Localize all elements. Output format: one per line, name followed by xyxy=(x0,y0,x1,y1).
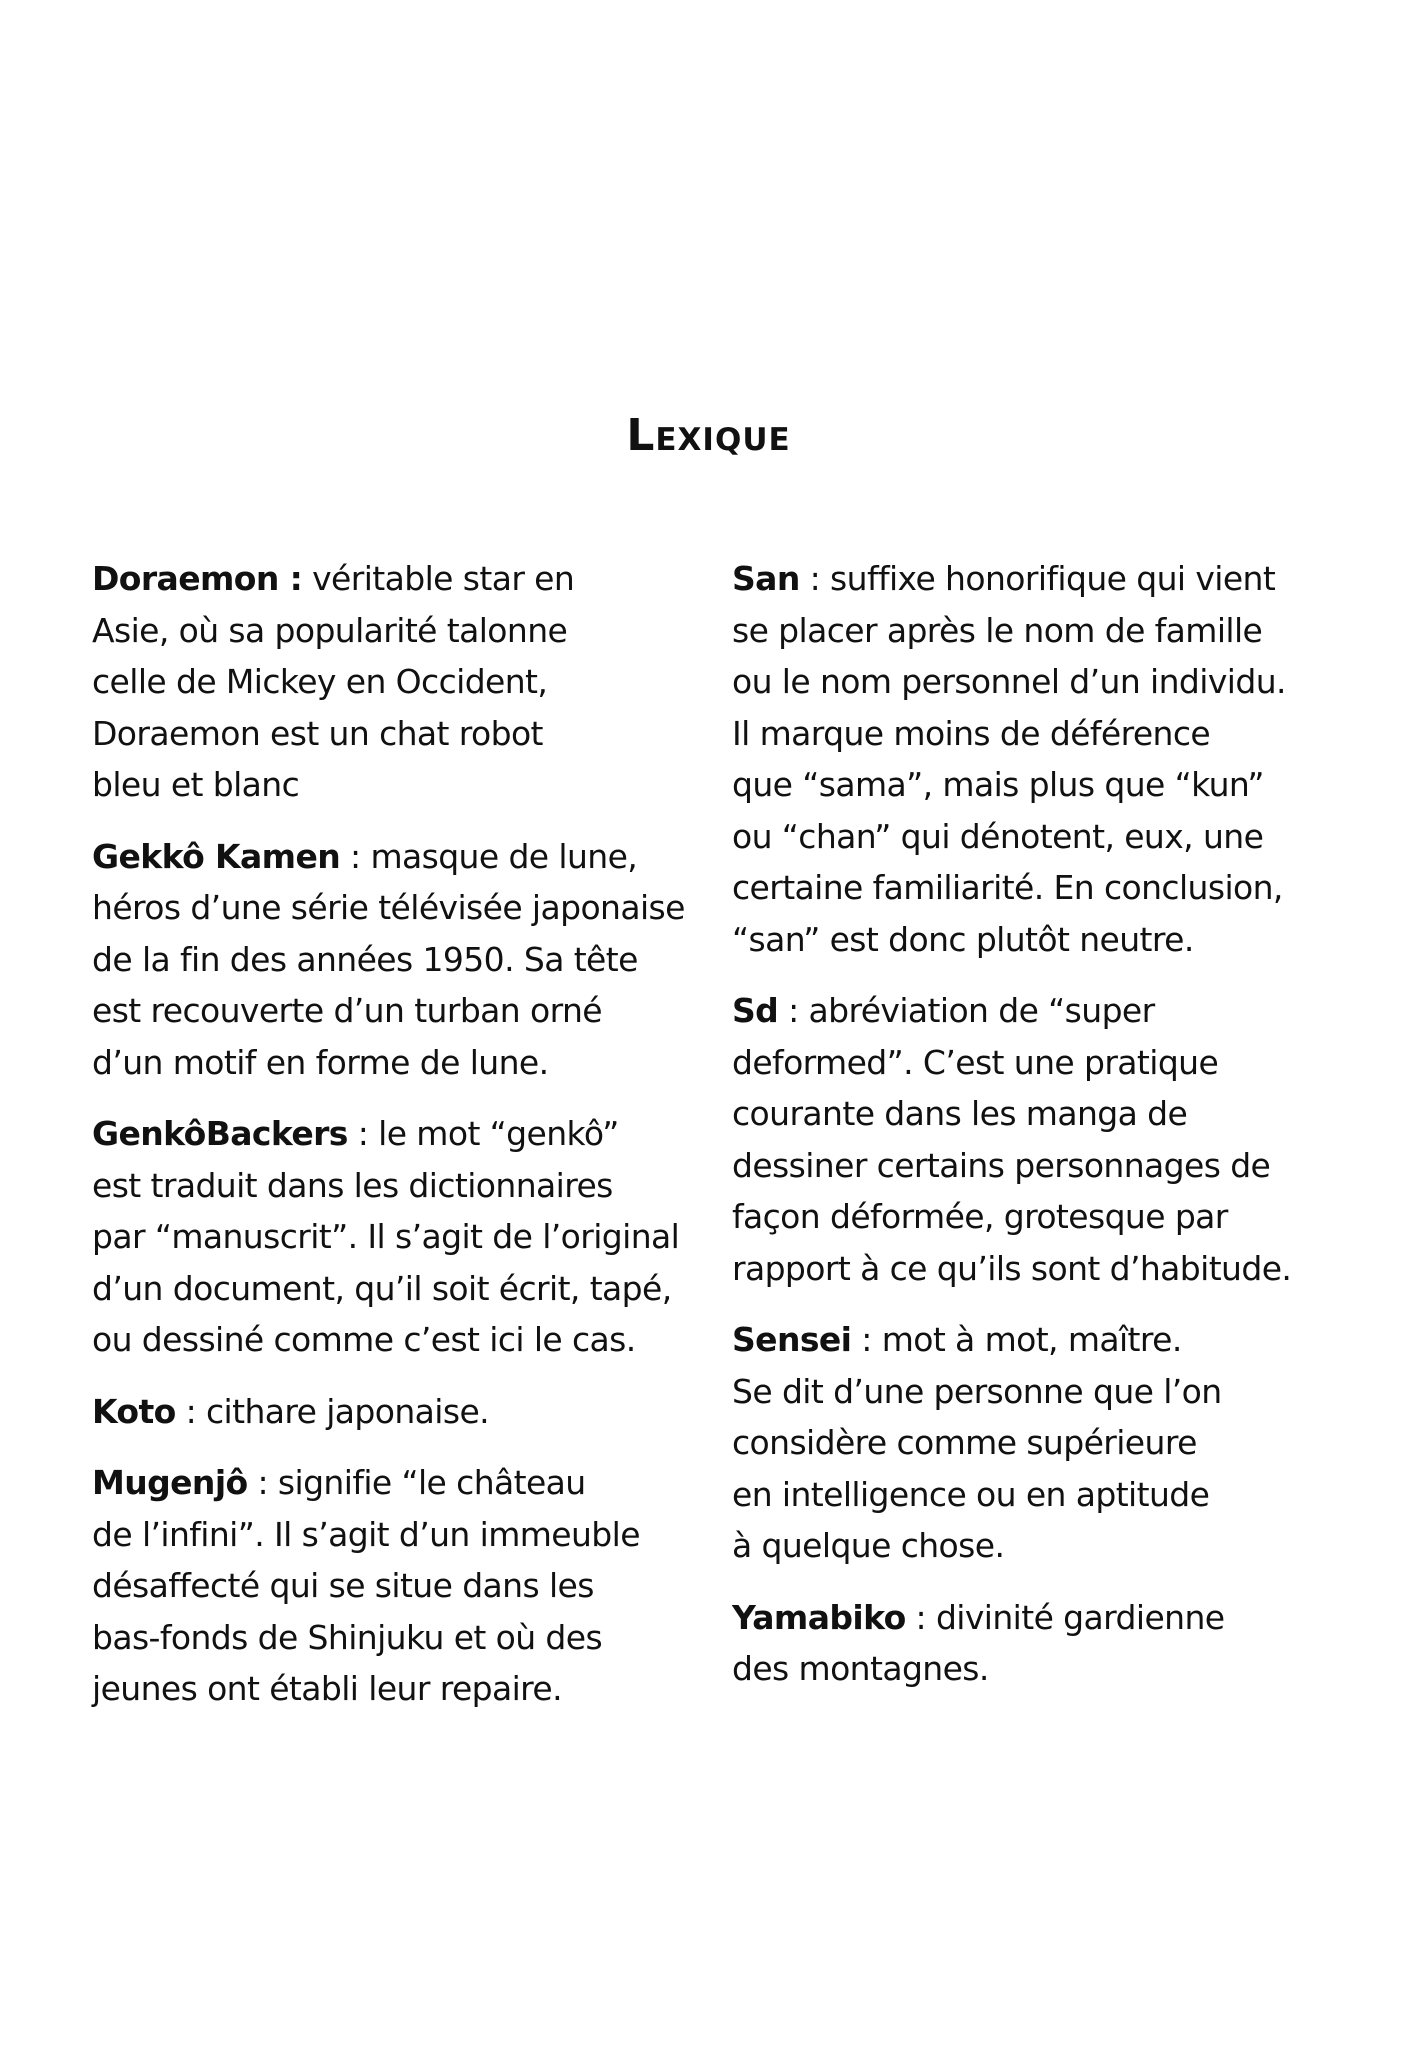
definition-line: dessiner certains personnages de xyxy=(732,1145,1271,1185)
glossary-entry-gekko-kamen xyxy=(92,831,712,1089)
definition-line: désaffecté qui se situe dans les xyxy=(92,1566,594,1605)
glossary-entry-mugenjo xyxy=(92,1457,712,1715)
glossary-term: Sd xyxy=(732,991,779,1030)
definition-line: des montagnes. xyxy=(732,1649,989,1688)
definition-line: façon déformée, grotesque par xyxy=(732,1197,1228,1236)
definition-line: par “manuscrit”. Il s’agit de l’original xyxy=(92,1217,680,1256)
definition-line: certaine familiarité. En conclusion, xyxy=(732,868,1283,907)
definition-line: : cithare japonaise. xyxy=(175,1391,490,1431)
glossary-entry-yamabiko xyxy=(732,1592,1362,1695)
definition-line: à quelque chose. xyxy=(732,1526,1005,1565)
glossary-term: GenkôBackers xyxy=(92,1114,348,1153)
definition-line: : masque de lune, xyxy=(340,836,638,876)
definition-line: d’un document, qu’il soit écrit, tapé, xyxy=(92,1268,672,1308)
glossary-entry-doraemon xyxy=(92,553,712,811)
glossary-entry-koto xyxy=(92,1386,712,1438)
definition-line: deformed”. C’est une pratique xyxy=(732,1042,1219,1082)
definition-line: bleu et blanc xyxy=(92,765,300,804)
glossary-term: Doraemon : xyxy=(92,559,303,598)
definition-line: courante dans les manga de xyxy=(732,1094,1188,1133)
definition-line: celle de Mickey en Occident, xyxy=(92,662,548,701)
definition-line: en intelligence ou en aptitude xyxy=(732,1474,1210,1514)
definition-line: de la fin des années 1950. Sa tête xyxy=(92,939,638,979)
glossary-term: Gekkô Kamen xyxy=(92,836,341,876)
glossary-term: Koto xyxy=(92,1391,176,1431)
definition-line: : le mot “genkô” xyxy=(347,1114,619,1153)
glossary-right-column xyxy=(732,553,1362,1715)
definition-line: : abréviation de “super xyxy=(778,991,1155,1030)
glossary-term: San xyxy=(732,559,800,598)
definition-line: héros d’une série télévisée japonaise xyxy=(92,888,685,927)
glossary-term: Sensei xyxy=(732,1320,852,1359)
definition-line: ou le nom personnel d’un individu. xyxy=(732,662,1286,701)
definition-line: est recouverte d’un turban orné xyxy=(92,991,602,1030)
definition-line: : suffixe honorifique qui vient xyxy=(799,559,1276,598)
definition-line: d’un motif en forme de lune. xyxy=(92,1042,549,1082)
definition-line: Se dit d’une personne que l’on xyxy=(732,1371,1222,1411)
definition-line: bas-fonds de Shinjuku et où des xyxy=(92,1617,603,1657)
definition-line: “san” est donc plutôt neutre. xyxy=(732,919,1194,959)
definition-line: de l’infini”. Il s’agit d’un immeuble xyxy=(92,1514,640,1554)
definition-line: considère comme supérieure xyxy=(732,1423,1197,1462)
definition-line: : signifie “le château xyxy=(247,1463,586,1502)
definition-line: ou “chan” qui dénotent, eux, une xyxy=(732,816,1264,856)
glossary-term: Mugenjô xyxy=(92,1463,248,1502)
definition-line: jeunes ont établi leur repaire. xyxy=(92,1669,563,1708)
glossary-left-column xyxy=(92,553,712,1735)
definition-line: rapport à ce qu’ils sont d’habitude. xyxy=(732,1248,1292,1288)
glossary-entry-genkobackers xyxy=(92,1108,712,1366)
glossary-entry-sd xyxy=(732,985,1362,1294)
definition-line: : mot à mot, maître. xyxy=(851,1320,1182,1359)
definition-line: Il marque moins de déférence xyxy=(732,713,1211,753)
definition-line: ou dessiné comme c’est ici le cas. xyxy=(92,1320,636,1359)
definition-line: véritable star en xyxy=(302,559,575,598)
definition-line: Asie, où sa popularité talonne xyxy=(92,610,568,650)
definition-line: se placer après le nom de famille xyxy=(732,610,1263,650)
page-title: Lexique xyxy=(626,410,791,461)
glossary-term: Yamabiko xyxy=(732,1597,906,1637)
definition-line: : divinité gardienne xyxy=(905,1597,1225,1637)
definition-line: que “sama”, mais plus que “kun” xyxy=(732,765,1264,804)
glossary-entry-sensei xyxy=(732,1314,1362,1572)
definition-line: Doraemon est un chat robot xyxy=(92,713,543,753)
definition-line: est traduit dans les dictionnaires xyxy=(92,1165,613,1205)
glossary-entry-san xyxy=(732,553,1362,965)
